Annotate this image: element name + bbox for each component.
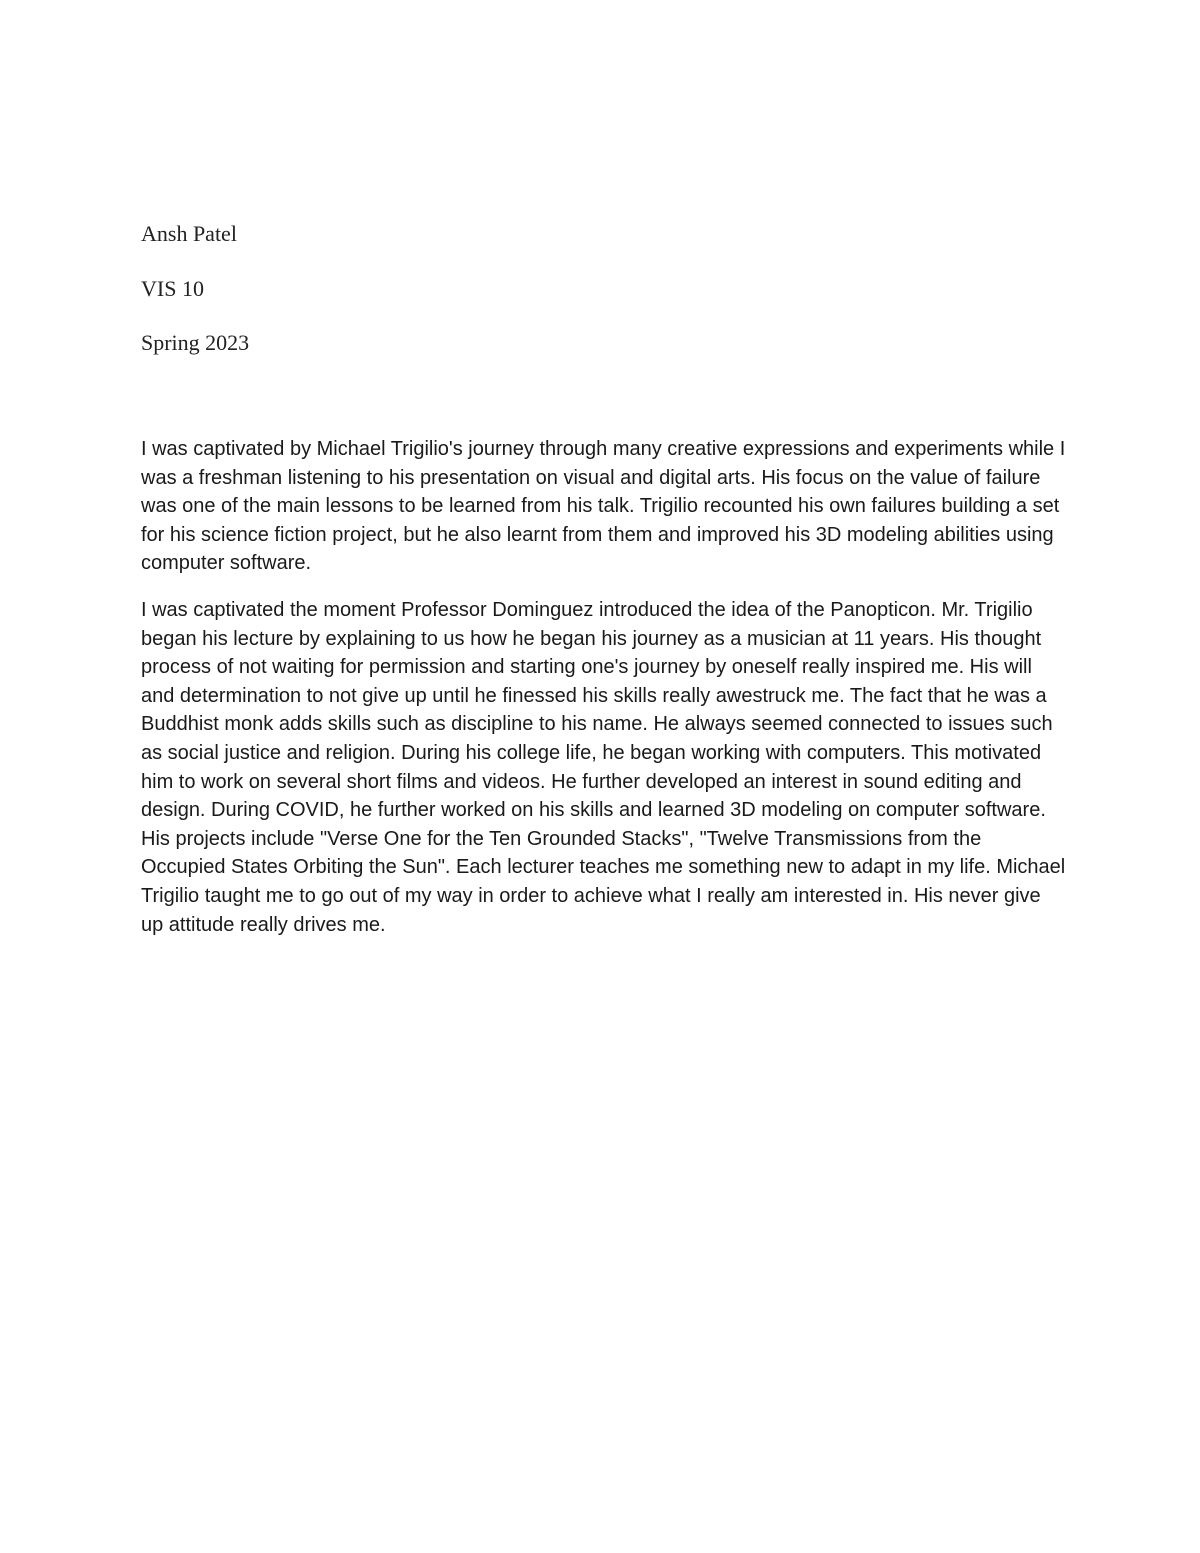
author-name: Ansh Patel xyxy=(141,221,237,246)
course-name: VIS 10 xyxy=(141,276,204,301)
term-label: Spring 2023 xyxy=(141,330,250,355)
paragraph-1: I was captivated by Michael Trigilio's journey through many creative expressions and experiments while I was a freshman listening to his presentation on visual and digital arts. His focus on the value of failure was one of the main lessons to be learned from his talk. Trigilio recounted his own failures building a set for his science fiction project, but he also learnt from them and improved his 3D modeling abilities using computer software. xyxy=(141,438,1066,575)
essay-body xyxy=(141,435,1066,957)
paragraph-2: I was captivated the moment Professor Dominguez introduced the idea of the Panopticon. Mr. Trigilio began his lecture by explaining to us how he began his journey as a musician at 11 years. His thought process of not waiting for permission and starting one's journey by oneself really inspired me. His will and determination to not give up until he finessed his skills really awestruck me. The fact that he was a Buddhist monk adds skills such as discipline to his name. He always seemed connected to issues such as social justice and religion. During his college life, he began working with computers. This motivated him to work on several short films and videos. He further developed an interest in sound editing and design. During COVID, he further worked on his skills and learned 3D modeling on computer software. His projects include "Verse One for the Ten Grounded Stacks", "Twelve Transmissions from the Occupied States Orbiting the Sun". Each lecturer teaches me something new to adapt in my life. Michael Trigilio taught me to go out of my way in order to achieve what I really am interested in. His never give up attitude really drives me. xyxy=(141,598,1066,936)
